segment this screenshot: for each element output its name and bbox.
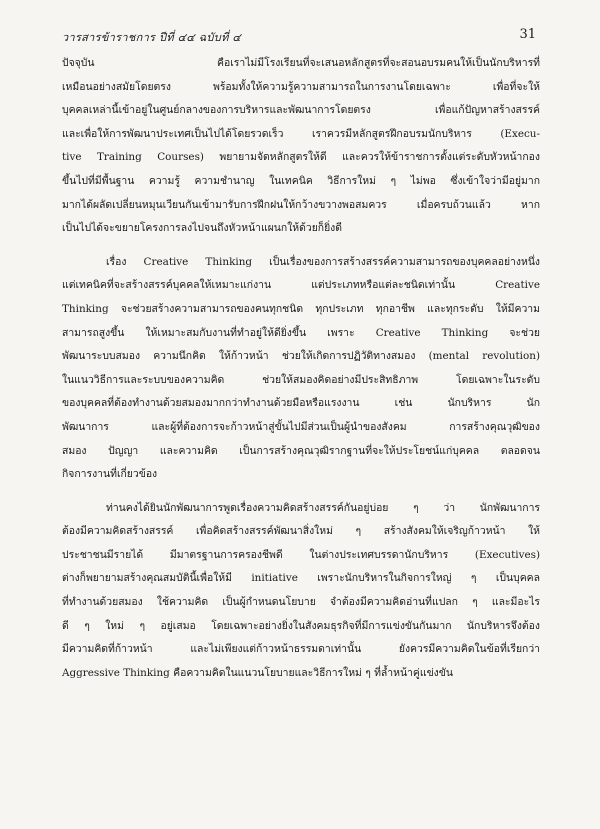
text-line: กิจการงานที่เกี่ยวข้อง — [62, 468, 158, 481]
text-line: พัฒนาการ และผู้ที่ต้องการจะก้าวหน้าสู่ขั้นไปมีส่วนเป็นผู้นำของสังคม การสร้างคุณวุฒิของ — [62, 420, 540, 433]
text-line: ขึ้นไปที่มีพื้นฐาน ความรู้ ความชำนาญ ในเทคนิค วิธีการใหม่ ๆ ไม่พอ ซึ่งเข้าใจว่ามีอยู่มาก — [62, 174, 540, 187]
text-line: Thinking จะช่วยสร้างความสามารถของคนทุกชนิด ทุกประเภท ทุกอาชีพ และทุกระดับ ให้มีความ — [62, 302, 540, 315]
text-line: เป็นไปได้จะขยายโครงการลงไปจนถึงหัวหน้าแผนกให้ด้วยก็ยิ่งดี — [62, 222, 342, 235]
text-line: ท่านคงได้ยินนักพัฒนาการพูดเรื่องความคิดสร้างสรรค์กันอยู่บ่อย ๆ ว่า นักพัฒนาการ — [106, 501, 540, 514]
text-line: ต่างก็พยายามสร้างคุณสมบัตินี้เพื่อให้มี initiative เพราะนักบริหารในกิจการใหญ่ ๆ เป็นบุคคล — [62, 572, 540, 585]
paragraph-gap — [62, 487, 540, 497]
text-line: ต้องมีความคิดสร้างสรรค์ เพื่อคิดสร้างสรรค์พัฒนาสิ่งใหม่ ๆ สร้างสังคมให้เจริญก้าวหน้า ให้ — [62, 525, 540, 538]
text-line: ที่ทำงานด้วยสมอง ใช้ความคิด เป็นผู้กำหนดนโยบาย จำต้องมีความคิดอ่านที่แปลก ๆ และมีอะไร — [62, 596, 540, 609]
text-line: เรื่อง Creative Thinking เป็นเรื่องของการสร้างสรรค์ความสามารถของบุคคลอย่างหนึ่ง — [106, 255, 540, 268]
page-number: 31 — [519, 27, 536, 42]
text-line: และเพื่อให้การพัฒนาประเทศเป็นไปได้โดยรวดเร็ว เราควรมีหลักสูตรฝึกอบรมนักบริหาร (Execu- — [62, 127, 540, 140]
text-line: สมอง ปัญญา และความคิด เป็นการสร้างคุณวุฒิรากฐานที่จะให้ประโยชน์แก่บุคคล ตลอดจน — [62, 444, 540, 457]
text-line: เหมือนอย่างสมัยโดยตรง พร้อมทั้งให้ความรู้ความสามารถในการงานโดยเฉพาะ เพื่อที่จะให้ — [62, 80, 540, 93]
text-line: ของบุคคลที่ต้องทำงานด้วยสมองมากกว่าทำงานด้วยมือหรือแรงงาน เช่น นักบริหาร นัก — [62, 397, 540, 410]
text-line: มีความคิดที่ก้าวหน้า และไม่เพียงแต่ก้าวหน้าธรรมดาเท่านั้น ยังควรมีความคิดในข้อที่เรียกว่า — [62, 643, 540, 656]
paragraph-gap — [62, 241, 540, 251]
body-text — [62, 52, 540, 685]
text-line: Aggressive Thinking คือความคิดในแนวนโยบายและวิธีการใหม่ ๆ ที่ล้ำหน้าคู่แข่งขัน — [62, 666, 453, 679]
text-line: ในแนววิธีการและระบบของความคิด ช่วยให้สมองคิดอย่างมีประสิทธิภาพ โดยเฉพาะในระดับ — [62, 373, 540, 386]
text-line: ดี ๆ ใหม่ ๆ อยู่เสมอ โดยเฉพาะอย่างยิ่งในสังคมธุรกิจที่มีการแข่งขันกันมาก นักบริหารจึงต้อง — [62, 619, 540, 632]
text-line: ปัจจุบัน คือเราไม่มีโรงเรียนที่จะเสนอหลักสูตรที่จะสอนอบรมคนให้เป็นนักบริหารที่ — [62, 57, 540, 69]
text-line: ประชาชนมีรายได้ มีมาตรฐานการครองชีพดี ในต่างประเทศบรรดานักบริหาร (Executives) — [62, 548, 540, 561]
paragraph-2 — [62, 251, 540, 487]
running-head: วารสารข้าราชการ ปีที่ ๔๔ ฉบับที่ ๔ — [62, 31, 242, 44]
paragraph-3 — [62, 497, 540, 686]
text-line: พัฒนาระบบสมอง ความนึกคิด ให้ก้าวหน้า ช่วยให้เกิดการปฏิวัติทางสมอง (mental revolution) — [62, 350, 540, 363]
text-line: แต่เทคนิคที่จะสร้างสรรค์บุคคลให้เหมาะแก่งาน แต่ประเภทหรือแต่ละชนิดเท่านั้น Creative — [62, 279, 540, 292]
text-line: บุคคลเหล่านี้เข้าอยู่ในศูนย์กลางของการบริหารและพัฒนาการโดยตรง เพื่อแก้ปัญหาสร้างสรรค์ — [62, 104, 540, 117]
paragraph-1 — [62, 52, 540, 241]
text-line: มากได้ผลัดเปลี่ยนหมุนเวียนกันเข้ามารับการฝึกฝนให้กว้างขวางพอสมควร เมื่อครบถ้วนแล้ว หาก — [62, 198, 540, 211]
text-line: tive Training Courses) พยายามจัดหลักสูตรให้ดี และควรให้ข้าราชการตั้งแต่ระดับหัวหน้ากอง — [62, 151, 540, 164]
text-line: สามารถสูงขึ้น ให้เหมาะสมกับงานที่ทำอยู่ให้ดียิ่งขึ้น เพราะ Creative Thinking จะช่วย — [62, 326, 540, 339]
